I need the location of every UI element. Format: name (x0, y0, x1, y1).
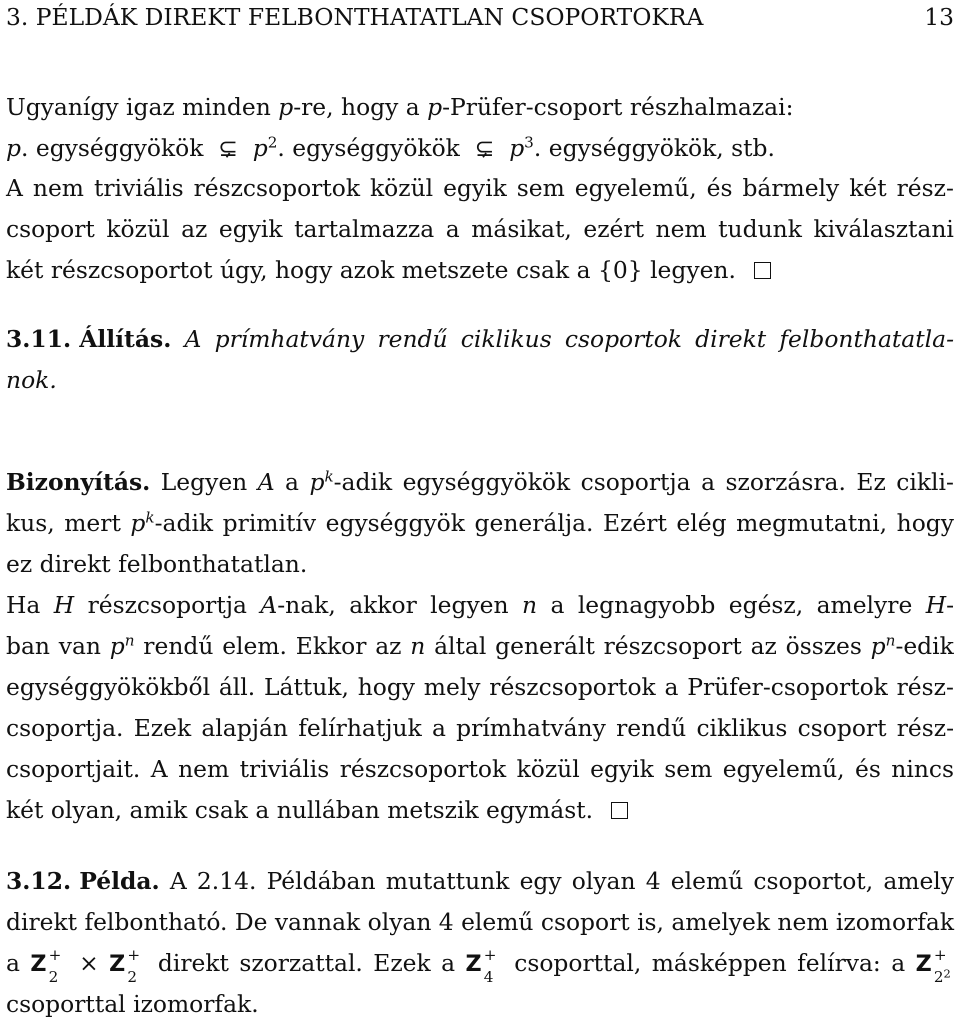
claim-line: nok. (6, 366, 57, 394)
example-line: 3.12. Példa. A 2.14. Példában mutattunk egy olyan 4 elemű csoportot, amely (6, 867, 954, 895)
paragraph-line: p. egységgyökök ⊊ $p^2$. egységgyökök ⊊ $p^3$. egységgyökök, stb. (6, 133, 775, 162)
proof-line: ez direkt felbonthatatlan. (6, 550, 308, 578)
page-number: 13 (924, 3, 954, 31)
qed-square-icon (754, 262, 771, 279)
claim-line: 3.11. Állítás. A prímhatvány rendű ciklikus csoportok direkt felbonthatatla- (6, 325, 954, 353)
proof-line: két olyan, amik csak a nullában metszik egymást. (6, 795, 954, 825)
proof-line: egységgyökökből áll. Láttuk, hogy mely részcsoportok a Prüfer-csoportok rész- (6, 673, 954, 701)
qed-square-icon (611, 802, 628, 819)
paragraph-line: A nem triviális részcsoportok közül egyik sem egyelemű, és bármely két rész- (6, 174, 954, 202)
proof-line: csoportjait. A nem triviális részcsoportok közül egyik sem egyelemű, és nincs (6, 755, 954, 783)
example-label: 3.12. Példa. (6, 867, 160, 895)
example-line: csoporttal izomorfak. (6, 990, 259, 1018)
proof-line: Bizonyítás. Legyen A a $p^k$-adik egységgyökök csoportja a szorzásra. Ez cikli- (6, 467, 954, 496)
paragraph-line: csoport közül az egyik tartalmazza a másikat, ezért nem tudunk kiválasztani (6, 215, 954, 243)
example-line: direkt felbontható. De vannak olyan 4 elemű csoport is, amelyek nem izomorfak (6, 908, 954, 936)
paragraph-line: Ugyanígy igaz minden p-re, hogy a p-Prüfer-csoport részhalmazai: (6, 93, 794, 121)
proof-line: kus, mert $p^k$-adik primitív egységgyök generálja. Ezért elég megmutatni, hogy (6, 508, 954, 537)
proof-line: csoportja. Ezek alapján felírhatjuk a prímhatvány rendű ciklikus csoport rész- (6, 714, 954, 742)
proof-label: Bizonyítás. (6, 468, 151, 496)
example-line: a Z + 2 × Z + 2 direkt szorzattal. Ezek a Z + 4 csoporttal, másképpen felírva: a Z + $2^2$ (6, 945, 951, 987)
claim-label: 3.11. Állítás. (6, 325, 172, 353)
proof-line: Ha H részcsoportja A-nak, akkor legyen n a legnagyobb egész, amelyre H- (6, 591, 954, 619)
page-header (6, 2, 954, 32)
running-title: 3. PÉLDÁK DIREKT FELBONTHATATLAN CSOPORTOKRA (6, 3, 704, 31)
proof-line: ban van $p^n$ rendű elem. Ekkor az n által generált részcsoport az összes $p^n$-edik (6, 631, 954, 660)
paragraph-line: két részcsoportot úgy, hogy azok metszete csak a {0} legyen. (6, 255, 954, 285)
